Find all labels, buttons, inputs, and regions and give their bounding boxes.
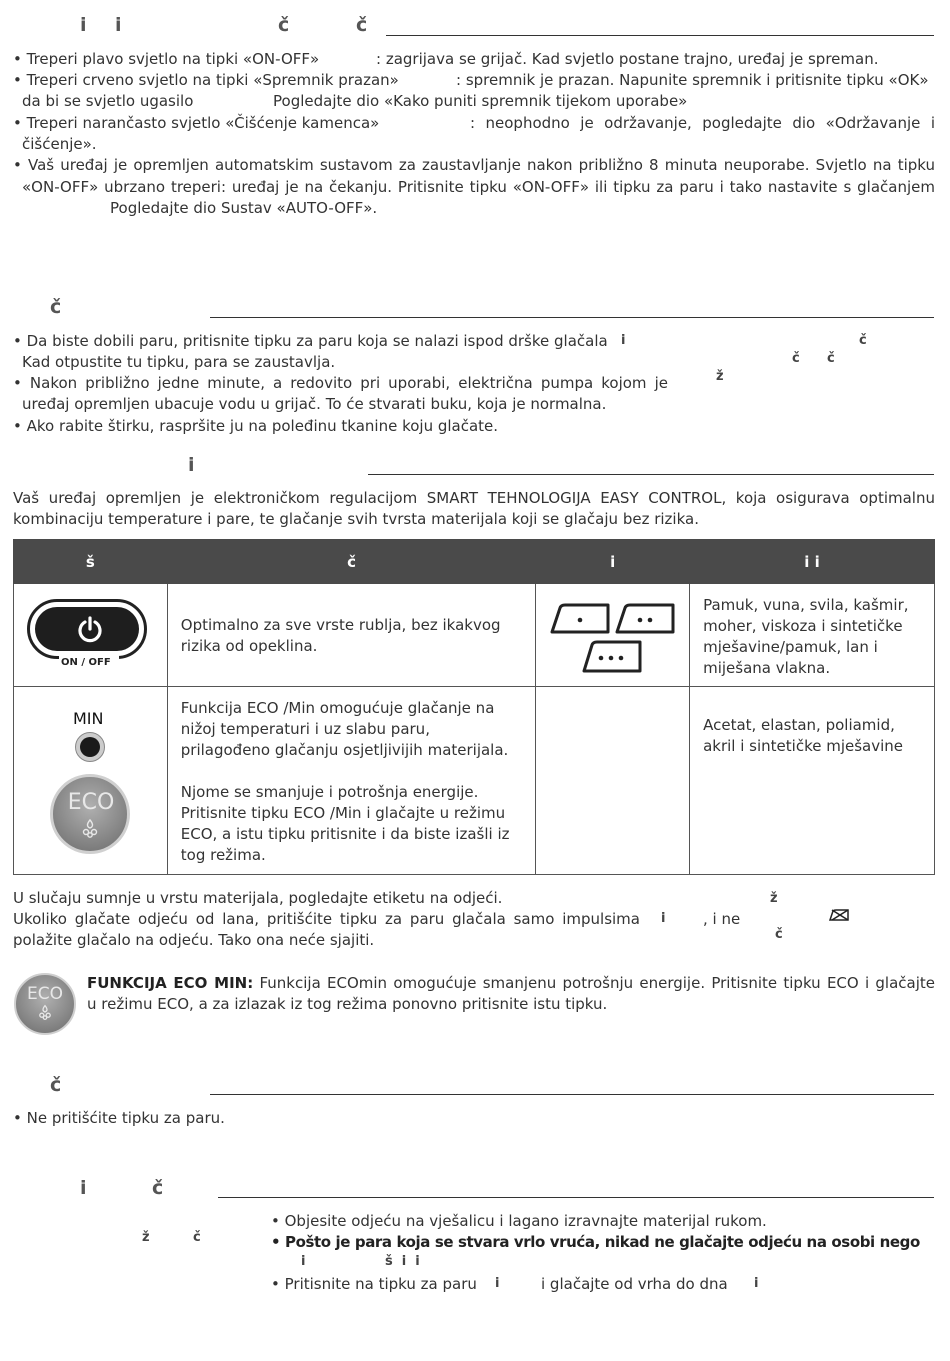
on-off-fabrics-cell xyxy=(690,584,935,687)
vertical-bullet-3-frag-2: i xyxy=(754,1276,759,1291)
table-header-symbols: i xyxy=(536,540,690,584)
eco-info-text1: Funkcija ECOmin omogućuje smanjenu potrošnju energije. Pritisnite tipku ECO i glačajte xyxy=(253,974,935,992)
indicator-bullet-orange-tail: : neophodno je održavanje, pogledajte dio «Održavanje i xyxy=(470,114,935,132)
vertical-left-frag-1: ž xyxy=(142,1230,150,1245)
steam-side-frag-2: č xyxy=(792,351,800,366)
steam-heading-frag: č xyxy=(50,296,62,318)
eco-button-label: ECO xyxy=(67,790,115,815)
indicators-heading-rule xyxy=(386,35,934,36)
ironing-note-2-frag: i xyxy=(661,911,666,926)
steam-bullet-2: • Nakon približno jedne minute, a redovito pri uporabi, električna pumpa kojom je xyxy=(13,374,668,392)
dry-heading-frag: č xyxy=(50,1074,62,1096)
eco-steam-icon xyxy=(37,1004,53,1020)
vertical-heading-frag-2: č xyxy=(152,1177,164,1199)
steam-side-frag-3: č xyxy=(827,351,835,366)
on-off-symbols-cell xyxy=(536,584,690,687)
ironing-note-frag-2: č xyxy=(775,927,783,942)
ironing-note-2: Ukoliko glačate odjeću od lana, pritišćite tipku za paru glačala samo impulsima xyxy=(13,910,640,928)
iron-temperature-icons xyxy=(536,584,690,687)
table-header-description: č xyxy=(167,540,536,584)
indicator-bullet-red-line2: da bi se svjetlo ugasilo xyxy=(22,92,194,110)
ironing-heading-rule xyxy=(368,474,934,475)
ironing-modes-table xyxy=(13,539,935,875)
iron-dot xyxy=(578,618,583,623)
ironing-note-1: U slučaju sumnje u vrstu materijala, pogledajte etiketu na odjeći. xyxy=(13,889,503,907)
on-off-desc-cell xyxy=(167,584,536,687)
indicator-bullet-orange-line2: čišćenje». xyxy=(22,135,97,153)
steam-bullet-1-line2: Kad otpustite tu tipku, para se zaustavlja. xyxy=(22,353,336,371)
steam-bullet-2-line2: uređaj opremljen ubacuje vodu u grijač. To će stvarati buku, koja je normalna. xyxy=(22,395,607,413)
eco-badge-label: ECO xyxy=(27,984,63,1004)
ironing-intro-line1: Vaš uređaj opremljen je elektroničkom regulacijom SMART TEHNOLOGIJA EASY CONTROL, koja osigurava optimalnu xyxy=(13,489,935,507)
steam-bullet-1-frag: i xyxy=(621,333,626,348)
eco-min-symbols-cell xyxy=(536,687,690,875)
indicator-bullet-auto-off-line2: «ON-OFF» ubrzano treperi: uređaj je na čekanju. Pritisnite tipku «ON-OFF» ili tipku za paru i tako nastavite s glačanjem xyxy=(22,178,935,196)
indicators-heading-frag-2: i xyxy=(115,14,122,36)
eco-info-line2: u režimu ECO, a za izlazak iz tog režima ponovno pritisnite istu tipku. xyxy=(87,995,608,1013)
steam-drops-icon xyxy=(80,818,100,838)
dry-heading-rule xyxy=(210,1094,934,1095)
eco-info-line1 xyxy=(87,973,935,994)
steam-bullet-1: • Da biste dobili paru, pritisnite tipku za paru koja se nalazi ispod drške glačala xyxy=(13,332,608,350)
iron-two-dots-icon xyxy=(617,605,673,632)
table-row xyxy=(14,584,935,687)
on-off-fabrics: Pamuk, vuna, svila, kašmir, moher, viskoza i sintetičke mješavine/pamuk, lan i miješana vlakna. xyxy=(703,596,909,677)
vertical-left-frag-2: č xyxy=(193,1230,201,1245)
steam-side-frag-4: ž xyxy=(716,369,724,384)
steam-bullet-3: • Ako rabite štirku, raspršite ju na poleđinu tkanine koju glačate. xyxy=(13,417,499,435)
vertical-bullet-3: • Pritisnite na tipku za paru xyxy=(271,1275,477,1293)
ironing-heading-frag: i xyxy=(188,454,195,476)
dry-bullet: • Ne pritišćite tipku za paru. xyxy=(13,1109,225,1127)
indicator-bullet-red-tail: : spremnik je prazan. Napunite spremnik i pritisnite tipku «OK» xyxy=(456,71,929,89)
ironing-note-3: polažite glačalo na odjeću. Tako ona neće sjajiti. xyxy=(13,931,375,949)
table-header-button: š xyxy=(14,540,168,584)
indicator-bullet-blue-tail: : zagrijava se grijač. Kad svjetlo postane trajno, uređaj je spreman. xyxy=(376,50,879,68)
indicator-bullet-red-line2-tail: Pogledajte dio «Kako puniti spremnik tijekom uporabe» xyxy=(273,92,688,110)
table-header-fabrics: i i xyxy=(690,540,935,584)
eco-min-fabrics-cell xyxy=(690,687,935,875)
vertical-bullet-2-frag-2: š i i xyxy=(385,1254,420,1269)
vertical-bullet-1: • Objesite odjeću na vješalicu i lagano izravnajte materijal rukom. xyxy=(271,1212,767,1230)
ironing-note-2-tail: , i ne xyxy=(703,910,741,928)
indicators-heading-frag-3: č xyxy=(278,14,290,36)
indicator-bullet-blue: • Treperi plavo svjetlo na tipki «ON-OFF» xyxy=(13,50,320,68)
min-indicator-light xyxy=(80,737,100,757)
ironing-note-frag-1: ž xyxy=(770,891,778,906)
no-steam-iron-icon xyxy=(829,908,849,922)
table-header-row xyxy=(14,540,935,584)
vertical-bullet-2-frag-1: i xyxy=(301,1254,306,1269)
table-row xyxy=(14,687,935,875)
vertical-heading-rule xyxy=(218,1197,934,1198)
eco-min-description-1: Funkcija ECO /Min omogućuje glačanje na nižoj temperaturi i uz slabu paru, prilagođeno glačanju osjetljivijih materijala. xyxy=(180,699,509,759)
on-off-description: Optimalno za sve vrste rublja, bez ikakvog rizika od opeklina. xyxy=(180,616,501,655)
ironing-intro-line2: kombinaciju temperature i pare, te glačanje svih tvrsta materijala koji se glačaju bez rizika. xyxy=(13,510,699,528)
vertical-bullet-3-mid: i glačajte od vrha do dna xyxy=(541,1275,728,1293)
eco-min-description-2: Njome se smanjuje i potrošnja energije. Pritisnite tipku ECO /Min i glačajte u režimu ECO, a istu tipku pritisnite i da biste izašli iz tog režima. xyxy=(180,783,510,864)
on-off-label: ON / OFF xyxy=(61,657,111,668)
power-icon xyxy=(75,614,105,644)
vertical-bullet-2: • Pošto je para koja se stvara vrlo vruća, nikad ne glačajte odjeću na osobi nego xyxy=(271,1233,920,1251)
indicators-heading-frag-4: č xyxy=(356,14,368,36)
min-label: MIN xyxy=(73,709,104,728)
eco-min-desc-cell xyxy=(167,687,536,875)
eco-min-cell xyxy=(14,687,168,875)
indicator-bullet-orange: • Treperi narančasto svjetlo «Čišćenje kamenca» xyxy=(13,114,380,132)
indicator-bullet-auto-off-line3: Pogledajte dio Sustav «AUTO-OFF». xyxy=(110,199,378,217)
indicators-heading-frag-1: i xyxy=(80,14,87,36)
steam-side-frag-1: č xyxy=(859,333,867,348)
eco-info-title: FUNKCIJA ECO MIN: xyxy=(87,974,254,992)
vertical-bullet-3-frag-1: i xyxy=(495,1276,500,1291)
indicator-bullet-auto-off-line1: • Vaš uređaj je opremljen automatskim sustavom za zaustavljanje nakon približno 8 minuta neuporabe. Svjetlo na tipku xyxy=(13,156,935,174)
steam-heading-rule xyxy=(210,317,934,318)
eco-min-fabrics: Acetat, elastan, poliamid, akril i sintetičke mješavine xyxy=(703,716,904,755)
vertical-heading-frag-1: i xyxy=(80,1177,87,1199)
indicator-bullet-red: • Treperi crveno svjetlo na tipki «Spremnik prazan» xyxy=(13,71,399,89)
on-off-cell xyxy=(14,584,168,687)
